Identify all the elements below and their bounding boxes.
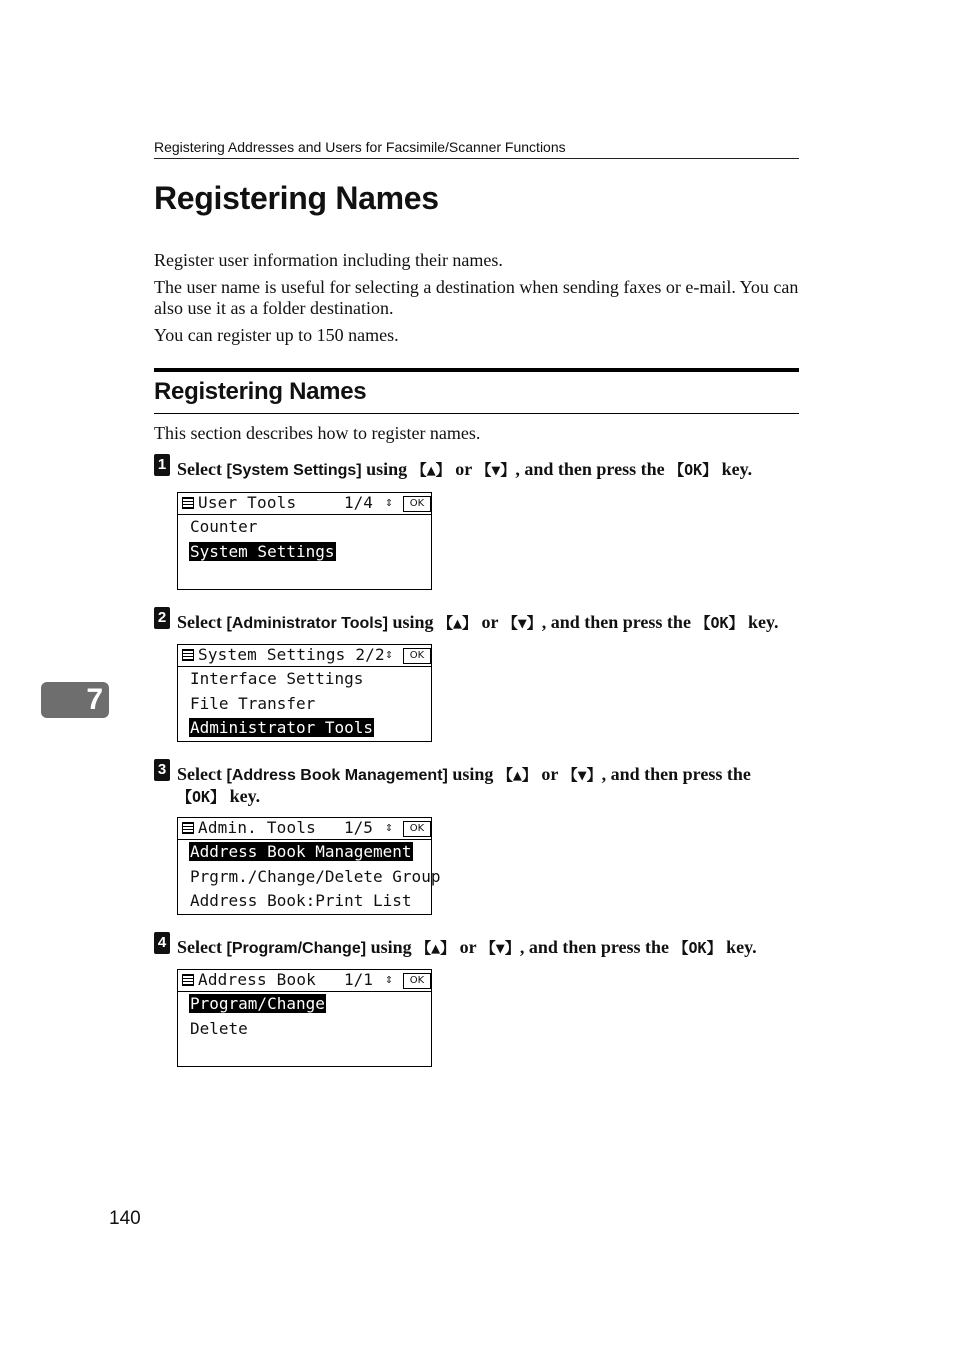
ok-icon: OK [403, 648, 431, 664]
section-rule-top [154, 368, 799, 372]
step-2-number: 2 [154, 607, 170, 629]
document-icon [182, 974, 194, 986]
up-down-icon: ⇕ [385, 820, 393, 835]
lcd-menu-item [178, 1041, 431, 1066]
intro-paragraph-3: You can register up to 150 names. [154, 325, 399, 345]
step-3-instruction: Select [Address Book Management] using 【▲】 or 【▼】, and then press the 【OK】 key. [177, 764, 751, 806]
step-2-instruction: Select [Administrator Tools] using 【▲】 or 【▼】, and then press the 【OK】 key. [177, 612, 779, 632]
intro-paragraph-1: Register user information including their names. [154, 250, 503, 270]
up-down-icon: ⇕ [385, 495, 393, 510]
document-icon [182, 649, 194, 661]
lcd-page-indicator: 1/1 [344, 970, 373, 989]
ok-icon: OK [403, 973, 431, 989]
running-head: Registering Addresses and Users for Facsimile/Scanner Functions [154, 139, 799, 159]
lcd-screen-2 [177, 644, 432, 742]
lcd-title: System Settings 2/2 [198, 645, 385, 664]
lcd-title: User Tools [198, 493, 297, 512]
section-description: This section describes how to register names. [154, 423, 481, 443]
ok-key: 【OK】 [177, 788, 226, 806]
lcd-screen-1 [177, 492, 432, 590]
lcd-header [178, 645, 431, 667]
section-rule-bottom [154, 413, 799, 414]
ok-key: 【OK】 [669, 461, 718, 479]
lcd-menu-item [178, 564, 431, 589]
lcd-title: Address Book [198, 970, 316, 989]
lcd-menu-item-selected[interactable]: Program/Change [190, 994, 325, 1013]
step-4-item: [Program/Change] [226, 940, 367, 957]
step-4-number: 4 [154, 932, 170, 954]
step-1-number: 1 [154, 454, 170, 476]
lcd-header [178, 970, 431, 992]
intro-paragraph-2: The user name is useful for selecting a destination when sending faxes or e-mail. You can also use it as a folder destination. [154, 277, 799, 318]
lcd-screen-4 [177, 969, 432, 1067]
page-title: Registering Names [154, 180, 439, 216]
down-key: 【▼】 [480, 939, 520, 957]
lcd-page-indicator: 1/5 [344, 818, 373, 837]
chapter-tab: 7 [41, 682, 109, 718]
step-3-item: [Address Book Management] [226, 767, 448, 784]
step-3-number: 3 [154, 759, 170, 781]
lcd-screen-3 [177, 817, 441, 915]
lcd-menu-item[interactable]: Address Book:Print List [190, 891, 412, 910]
lcd-header [178, 493, 431, 515]
ok-key: 【OK】 [673, 939, 722, 957]
step-4-instruction: Select [Program/Change] using 【▲】 or 【▼】, and then press the 【OK】 key. [177, 937, 757, 957]
lcd-menu-item[interactable]: Interface Settings [190, 669, 364, 688]
lcd-menu-item-selected[interactable]: System Settings [190, 541, 335, 561]
lcd-header [178, 818, 431, 840]
lcd-page-indicator: 1/4 [344, 493, 373, 512]
step-2-item: [Administrator Tools] [226, 615, 388, 632]
ok-key: 【OK】 [695, 614, 744, 632]
lcd-menu-item[interactable]: File Transfer [190, 693, 316, 713]
page-number: 140 [109, 1208, 141, 1229]
up-key: 【▲】 [438, 614, 478, 632]
up-key: 【▲】 [416, 939, 456, 957]
down-key: 【▼】 [502, 614, 542, 632]
up-key: 【▲】 [497, 766, 537, 784]
document-icon [182, 497, 194, 509]
down-key: 【▼】 [476, 461, 516, 479]
down-key: 【▼】 [562, 766, 602, 784]
section-heading: Registering Names [154, 378, 367, 405]
ok-icon: OK [403, 821, 431, 837]
lcd-menu-item[interactable]: Delete [190, 1018, 248, 1038]
up-key: 【▲】 [411, 461, 451, 479]
step-1-item: [System Settings] [226, 462, 362, 479]
up-down-icon: ⇕ [385, 972, 393, 987]
lcd-menu-item[interactable]: Prgrm./Change/Delete Group [190, 866, 441, 886]
lcd-menu-item[interactable]: Counter [190, 517, 258, 536]
ok-icon: OK [403, 496, 431, 512]
lcd-menu-item-selected[interactable]: Administrator Tools [190, 718, 374, 737]
lcd-title: Admin. Tools [198, 818, 316, 837]
lcd-menu-item-selected[interactable]: Address Book Management [190, 842, 412, 861]
up-down-icon: ⇕ [385, 647, 393, 662]
step-1-instruction: Select [System Settings] using 【▲】 or 【▼】, and then press the 【OK】 key. [177, 459, 753, 479]
document-icon [182, 822, 194, 834]
